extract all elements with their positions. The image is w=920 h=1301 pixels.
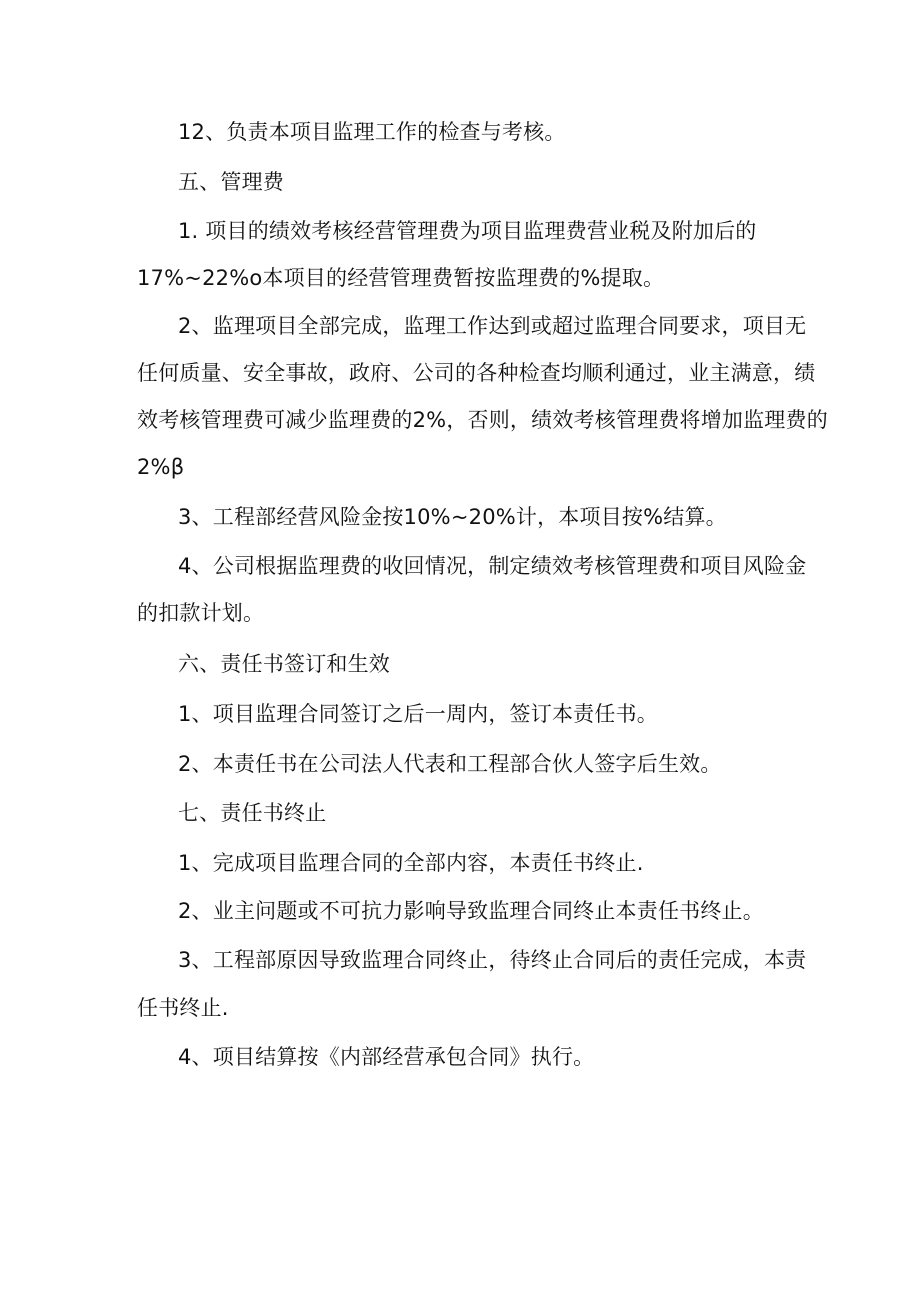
s5-p4-line2: 的扣款计划。 — [137, 601, 265, 625]
s7-p3-line2: 任书终止. — [137, 996, 229, 1020]
s5-p1-line1: 1. 项目的绩效考核经营管理费为项目监理费营业税及附加后的 — [178, 219, 757, 243]
s5-p2-line4: 2%β — [137, 455, 185, 479]
s6-p1: 1、项目监理合同签订之后一周内，签订本责任书。 — [178, 702, 658, 726]
section-7-title: 七、责任书终止 — [178, 801, 327, 825]
item-12: 12、负责本项目监理工作的检查与考核。 — [178, 120, 566, 144]
section-5-title: 五、管理费 — [178, 170, 284, 194]
s7-p2: 2、业主问题或不可抗力影响导致监理合同终止本责任书终止。 — [178, 899, 764, 923]
s7-p3-line1: 3、工程部原因导致监理合同终止，待终止合同后的责任完成，本责 — [178, 948, 807, 972]
s5-p4-line1: 4、公司根据监理费的收回情况，制定绩效考核管理费和项目风险金 — [178, 554, 807, 578]
s5-p1-line2: 17%~22%o本项目的经营管理费暂按监理费的%提取。 — [137, 266, 665, 290]
s5-p2-line2: 任何质量、安全事故，政府、公司的各种检查均顺利通过，业主满意，绩 — [137, 361, 816, 385]
section-6-title: 六、责任书签订和生效 — [178, 652, 390, 676]
s7-p1: 1、完成项目监理合同的全部内容，本责任书终止. — [178, 851, 644, 875]
s5-p3: 3、工程部经营风险金按10%~20%计，本项目按%结算。 — [178, 505, 727, 529]
s6-p2: 2、本责任书在公司法人代表和工程部合伙人签字后生效。 — [178, 752, 722, 776]
s5-p2-line3: 效考核管理费可减少监理费的2%，否则，绩效考核管理费将增加监理费的 — [137, 408, 828, 432]
s5-p2-line1: 2、监理项目全部完成，监理工作达到或超过监理合同要求，项目无 — [178, 314, 807, 338]
s7-p4: 4、项目结算按《内部经营承包合同》执行。 — [178, 1045, 595, 1069]
